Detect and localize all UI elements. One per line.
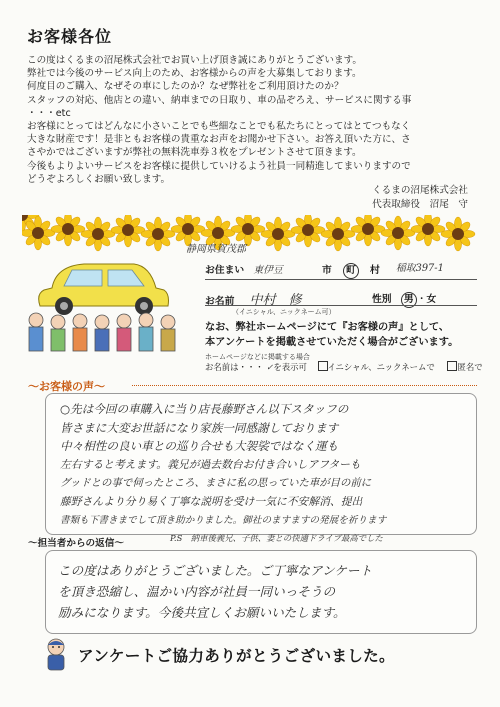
gender-label: 性別 (372, 294, 392, 305)
reply-line: 励みになります。今後共宜しくお願いいたします。 (58, 605, 346, 620)
option-1-check: ✓ (266, 362, 274, 372)
voice-line: 藤野さんより分り易く丁寧な説明を受け一気に不安解消、提出 (60, 494, 363, 508)
intro-line: お客様にとってはどんなに小さいことでも些細なことでも私たちにとってはとてつもなく (27, 121, 411, 133)
reply-line: この度はありがとうございました。ご丁寧なアンケート (58, 563, 373, 578)
voice-line: ○先は今回の車購入に当り店長藤野さん以下スタッフの (60, 402, 349, 416)
village-label: 村 (370, 265, 380, 276)
staff-mascot-icon (40, 636, 72, 672)
option-3-checkbox[interactable] (447, 361, 457, 371)
notice-line-2: 本アンケートを掲載させていただく場合がございます。 (205, 337, 459, 348)
option-2: イニシャル、ニックネームで (327, 362, 435, 372)
hp-note: ホームページなどに掲載する場合 (205, 353, 310, 361)
notice-line-1: なお、弊社ホームページにて『お客様の声』として、 (205, 322, 450, 333)
reply-line: を頂き恐縮し、温かい内容が社員一同いっそうの (58, 584, 336, 599)
company-name: くるまの沼尾株式会社 (372, 185, 468, 196)
voice-heading-rule (132, 385, 477, 386)
reply-text (58, 560, 478, 623)
intro-line: 弊社では今後のサービス向上のため、お客様からの声を大募集しております。 (27, 68, 362, 80)
name-label: お名前 (205, 296, 235, 307)
address-underline (205, 279, 477, 280)
intro-text (27, 54, 477, 186)
intro-line: 今後もよりよいサービスをお客様に提供していけるよう社員一同精進してまいりますので (27, 160, 411, 172)
gender-female: 女 (426, 294, 437, 305)
voice-line: 皆さまに大変お世話になり家族一同感謝しております (60, 420, 339, 435)
intro-line: さやかではございますが弊社の無料洗車券３枚をプレゼントさせて頂きます。 (27, 147, 362, 159)
city-town-village (322, 262, 380, 279)
voice-line: グッドとの事で伺ったところ、まさに私の思っていた車が目の前に (60, 477, 372, 490)
voice-line: 左右すると考えます。義兄が過去数台お付き合いしアフターも (60, 457, 361, 471)
name-underline (205, 305, 477, 306)
name-handwriting: 中村 修 (249, 293, 302, 308)
voice-line: 中々相性の良い車との巡り合せも大袈裟ではなく運も (60, 439, 339, 454)
company-rep: 代表取締役 沼尾 守 (372, 199, 468, 210)
town-label-circled: 町 (343, 263, 359, 279)
gender-male-circled: 男 (401, 292, 417, 308)
intro-line: この度はくるまの沼尾株式会社でお買い上げ頂き誠にありがとうございます。 (27, 55, 363, 66)
company-signature (372, 184, 468, 212)
option-2-checkbox[interactable] (318, 361, 328, 371)
name-display-label: お名前は・・・ (205, 362, 264, 372)
voice-line: 書類も下書きまでして頂き助かりました。御社のますますの発展を祈ります (60, 514, 387, 526)
intro-line: 大きな財産です！是非ともお客様の貴重なお声をお聞かせ下さい。お答え頂いた方に、さ (27, 134, 411, 146)
intro-line: 何度目のご購入、なぜその車にしたのか？なぜ弊社をご利用頂けたのか？ (27, 81, 344, 93)
car-and-staff-illustration (22, 248, 180, 356)
page-title: お客様各位 (27, 27, 113, 46)
reply-heading: ～担当者からの返信～ (28, 538, 124, 549)
street-handwriting: 稲取397-1 (396, 263, 444, 274)
option-1: を表示可 (273, 362, 307, 372)
voice-text (60, 400, 480, 530)
option-3: 匿名で (457, 362, 483, 372)
name-note: （イニシャル、ニックネーム可） (232, 308, 336, 316)
address-handwriting: 東伊豆 (253, 265, 283, 276)
address-label: お住まい (205, 265, 245, 276)
name-display-options (205, 361, 483, 373)
intro-line: スタッフの対応、他店との違い、納車までの日取り、車の品ぞろえ、サービスに関する事 (27, 94, 412, 106)
publish-notice (205, 320, 458, 350)
intro-line: ・・・etc (27, 107, 71, 119)
voice-ps: P.S 納車後義兄、子供、妻との快適ドライブ最高でした (170, 533, 383, 543)
voice-heading: ～お客様の声～ (28, 380, 105, 393)
address-row (205, 262, 283, 276)
city-label: 市 (322, 265, 332, 276)
prefecture-handwriting: 静岡県賀茂郡 (186, 244, 246, 255)
thanks-message: アンケートご協力ありがとうございました。 (78, 647, 395, 665)
gender-separator: ・ (416, 294, 427, 305)
intro-line: どうぞよろしくお願い致します。 (27, 173, 171, 185)
